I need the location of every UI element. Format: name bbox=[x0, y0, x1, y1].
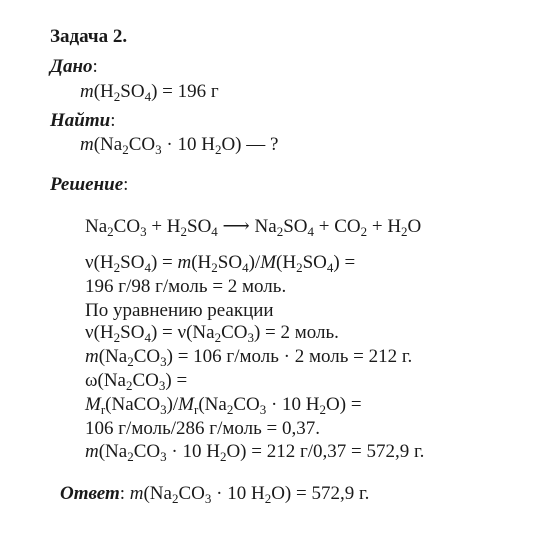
solution-label: Решение bbox=[50, 174, 124, 195]
subscript: 3 bbox=[158, 378, 166, 393]
text: CO bbox=[128, 134, 156, 155]
subscript: 4 bbox=[144, 89, 152, 104]
text: CO bbox=[221, 322, 248, 343]
text: (Na bbox=[143, 483, 172, 504]
find-label: Найти bbox=[50, 110, 111, 131]
solution-line-5 bbox=[85, 346, 412, 368]
subscript: 2 bbox=[180, 224, 187, 239]
text: (Na bbox=[93, 134, 123, 155]
subscript: 4 bbox=[144, 330, 151, 345]
text: CO bbox=[133, 441, 161, 462]
find-colon: : bbox=[110, 110, 116, 131]
text: SO bbox=[120, 252, 145, 273]
text: · 10 H bbox=[166, 441, 220, 462]
text: ⟶ Na bbox=[217, 216, 277, 237]
subscript: 2 bbox=[127, 449, 134, 464]
solution-colon: : bbox=[123, 174, 129, 195]
text: (H bbox=[191, 252, 212, 273]
reaction-equation bbox=[85, 216, 421, 238]
subscript: 2 bbox=[264, 491, 272, 506]
mass-symbol: m bbox=[80, 81, 94, 102]
subscript: r bbox=[194, 402, 199, 417]
subscript: 2 bbox=[226, 402, 234, 417]
text: ) = ν(Na bbox=[150, 322, 215, 343]
solution-line-4 bbox=[85, 322, 339, 344]
text: ω(Na bbox=[85, 370, 126, 391]
answer-line bbox=[60, 483, 369, 505]
text: · 10 H bbox=[266, 394, 320, 415]
text: SO bbox=[217, 252, 243, 273]
text: + H bbox=[367, 216, 402, 237]
text: ) = 106 г/моль · 2 моль = 212 г. bbox=[166, 346, 413, 367]
mass-symbol: m bbox=[85, 441, 99, 462]
find-line bbox=[80, 134, 278, 156]
text: + H bbox=[146, 216, 181, 237]
text: O) = 572,9 г. bbox=[271, 483, 370, 504]
find-heading bbox=[50, 110, 115, 132]
text: ) = 196 г bbox=[151, 81, 219, 102]
subscript: 3 bbox=[140, 224, 147, 239]
text: (Na bbox=[98, 346, 128, 367]
subscript: 3 bbox=[204, 491, 212, 506]
subscript: 3 bbox=[160, 449, 167, 464]
subscript: 2 bbox=[219, 449, 227, 464]
text: SO bbox=[120, 81, 145, 102]
mass-symbol: m bbox=[177, 252, 192, 273]
text: O) = bbox=[326, 394, 362, 415]
text: SO bbox=[302, 252, 327, 273]
given-colon: : bbox=[92, 56, 98, 77]
solution-line-3: По уравнению реакции bbox=[85, 300, 274, 321]
text: ) = bbox=[165, 370, 188, 391]
given-label: Дано bbox=[50, 56, 93, 77]
subscript: 4 bbox=[211, 224, 218, 239]
text: CO bbox=[132, 370, 159, 391]
text: CO bbox=[133, 346, 161, 367]
text: (NaCO bbox=[105, 394, 161, 415]
subscript: 3 bbox=[155, 142, 162, 157]
subscript: 4 bbox=[326, 260, 334, 275]
solution-heading bbox=[50, 174, 128, 196]
subscript: 4 bbox=[144, 260, 151, 275]
subscript: 2 bbox=[296, 260, 303, 275]
text: ν(H bbox=[85, 322, 114, 343]
solution-line-9 bbox=[85, 441, 424, 463]
subscript: 2 bbox=[113, 89, 121, 104]
molar-mass-symbol: M bbox=[260, 252, 277, 273]
text: SO bbox=[187, 216, 212, 237]
solution-line-1 bbox=[85, 252, 355, 274]
text: O) — ? bbox=[221, 134, 279, 155]
text: SO bbox=[120, 322, 145, 343]
text: ν(H bbox=[85, 252, 114, 273]
text: )/ bbox=[248, 252, 261, 273]
text: ) = 2 моль. bbox=[253, 322, 339, 343]
subscript: 3 bbox=[160, 402, 167, 417]
mass-symbol: m bbox=[129, 483, 144, 504]
subscript: 2 bbox=[122, 142, 129, 157]
solution-line-8: 106 г/моль/286 г/моль = 0,37. bbox=[85, 418, 320, 439]
subscript: 2 bbox=[214, 330, 222, 345]
subscript: 2 bbox=[126, 378, 133, 393]
text: O) = 212 г/0,37 = 572,9 г. bbox=[226, 441, 425, 462]
molar-mass-symbol: M bbox=[178, 394, 194, 415]
mass-symbol: m bbox=[80, 134, 94, 155]
subscript: 2 bbox=[319, 402, 327, 417]
text: : bbox=[119, 483, 130, 504]
text: )/ bbox=[166, 394, 179, 415]
text: (H bbox=[276, 252, 297, 273]
text: (Na bbox=[98, 441, 128, 462]
subscript: 2 bbox=[360, 224, 368, 239]
subscript: 2 bbox=[113, 330, 121, 345]
solution-line-6 bbox=[85, 370, 187, 392]
text: Na bbox=[85, 216, 108, 237]
text: · 10 H bbox=[211, 483, 265, 504]
subscript: 2 bbox=[211, 260, 218, 275]
problem-title: Задача 2. bbox=[50, 26, 128, 47]
solution-line-2: 196 г/98 г/моль = 2 моль. bbox=[85, 276, 287, 297]
text: CO bbox=[178, 483, 205, 504]
answer-label: Ответ bbox=[60, 483, 120, 504]
subscript: 2 bbox=[214, 142, 222, 157]
text: CO bbox=[233, 394, 260, 415]
given-line bbox=[80, 81, 219, 103]
molar-mass-symbol: M bbox=[85, 394, 101, 415]
text: O bbox=[407, 216, 422, 237]
text: CO bbox=[113, 216, 141, 237]
subscript: 2 bbox=[107, 224, 114, 239]
subscript: 2 bbox=[113, 260, 121, 275]
text: (Na bbox=[198, 394, 227, 415]
subscript: 2 bbox=[171, 491, 179, 506]
given-heading bbox=[50, 56, 98, 78]
subscript: 2 bbox=[127, 354, 134, 369]
mass-symbol: m bbox=[85, 346, 99, 367]
text: (H bbox=[93, 81, 114, 102]
subscript: 4 bbox=[242, 260, 249, 275]
solution-line-7 bbox=[85, 394, 362, 416]
subscript: 3 bbox=[247, 330, 254, 345]
text: · 10 H bbox=[161, 134, 215, 155]
subscript: 3 bbox=[160, 354, 167, 369]
subscript: 2 bbox=[401, 224, 408, 239]
text: ) = bbox=[150, 252, 178, 273]
subscript: 3 bbox=[259, 402, 267, 417]
subscript: 2 bbox=[276, 224, 284, 239]
text: SO bbox=[283, 216, 308, 237]
text: + CO bbox=[314, 216, 361, 237]
subscript: r bbox=[100, 402, 106, 417]
subscript: 4 bbox=[307, 224, 314, 239]
text: ) = bbox=[333, 252, 356, 273]
